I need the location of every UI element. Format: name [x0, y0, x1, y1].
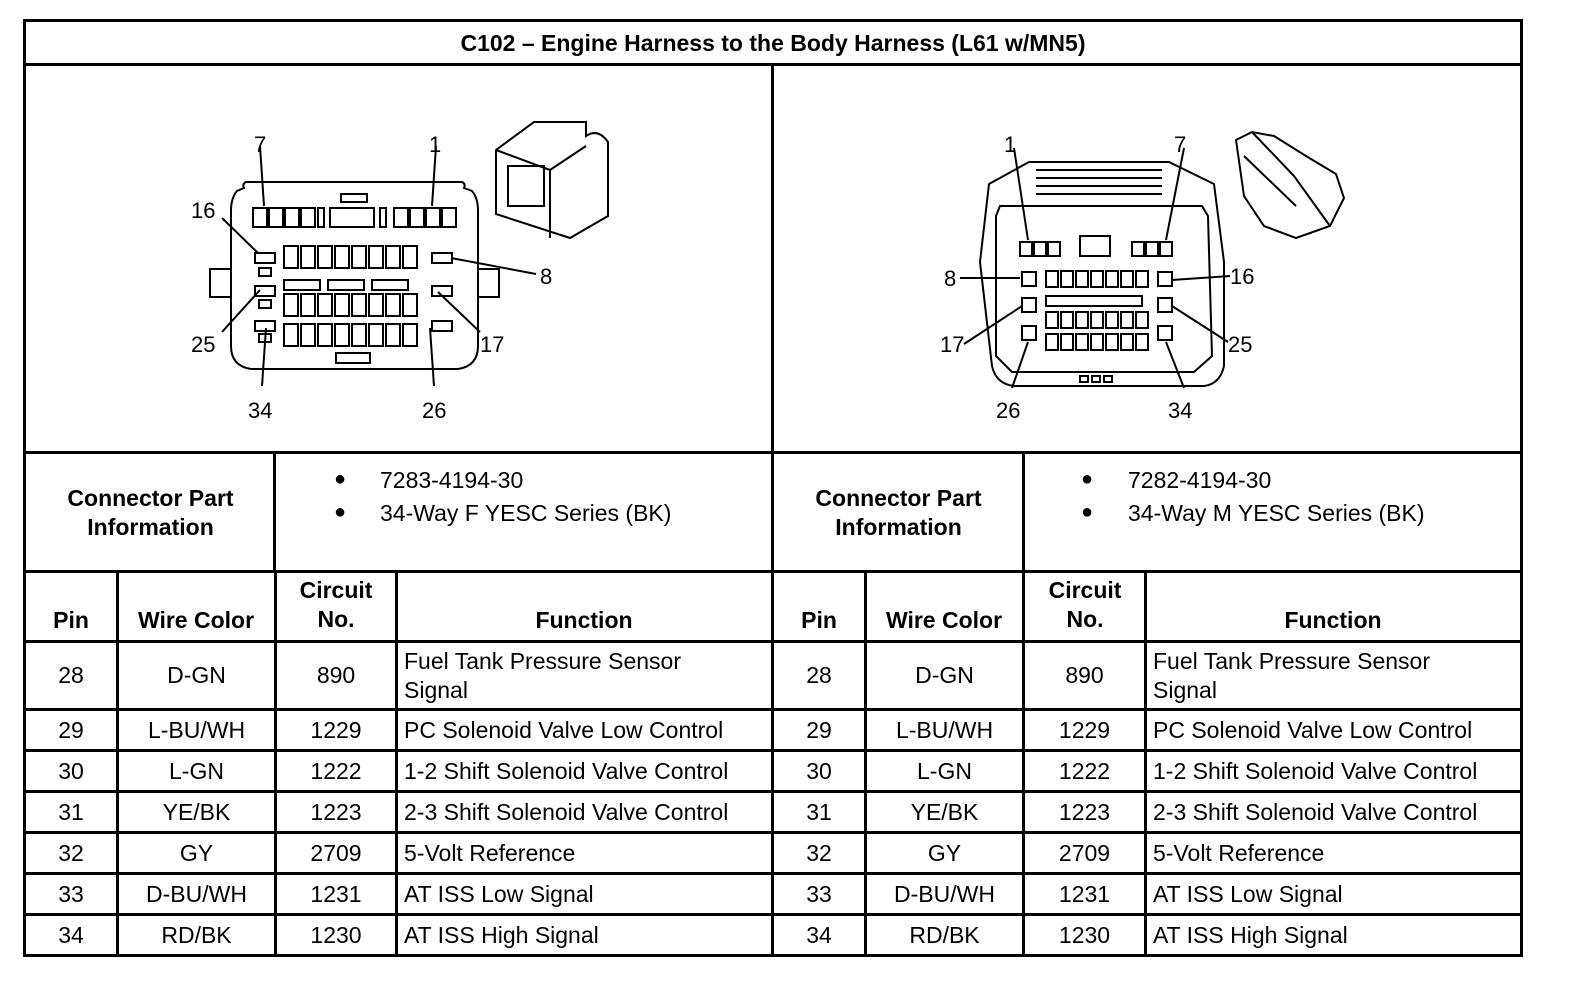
function-cell: PC Solenoid Valve Low Control	[1153, 716, 1473, 743]
wire-color-cell: YE/BK	[910, 798, 979, 825]
right-connector-diagram	[774, 66, 1520, 452]
wire-color-cell: L-BU/WH	[895, 716, 994, 743]
wire-color-cell: YE/BK	[162, 798, 231, 825]
connector-info-label: Connector Part Information	[67, 484, 234, 540]
column-header-function: Function	[1284, 606, 1382, 633]
function-cell: Fuel Tank Pressure Sensor Signal	[1153, 647, 1430, 703]
wire-color-cell: D-BU/WH	[894, 880, 995, 907]
column-header-function: Function	[535, 606, 633, 633]
circuit-cell: 1231	[1058, 880, 1111, 907]
function-cell: 1-2 Shift Solenoid Valve Control	[404, 757, 729, 784]
function-cell: PC Solenoid Valve Low Control	[404, 716, 724, 743]
function-cell: 2-3 Shift Solenoid Valve Control	[1153, 798, 1478, 825]
left-connector-diagram	[26, 66, 771, 452]
pin-label: 1	[429, 132, 442, 157]
circuit-cell: 1229	[1058, 716, 1111, 743]
column-header-wire-color: Wire Color	[885, 606, 1003, 633]
pin-label: 17	[940, 332, 965, 357]
pin-cell: 31	[806, 798, 832, 825]
bullet: ●	[334, 468, 347, 490]
pin-cell: 30	[58, 757, 84, 784]
pin-label: 8	[944, 266, 957, 291]
bullet: ●	[334, 501, 347, 523]
pin-cell: 30	[806, 757, 832, 784]
pin-label: 25	[191, 332, 216, 357]
pin-cell: 32	[58, 839, 84, 866]
circuit-cell: 2709	[310, 839, 362, 866]
column-header-wire-color: Wire Color	[137, 606, 255, 633]
part-number: 7283-4194-30	[380, 467, 524, 493]
pin-label: 34	[1168, 398, 1193, 423]
wire-color-cell: GY	[927, 839, 962, 866]
pin-cell: 28	[58, 662, 84, 688]
function-cell: 2-3 Shift Solenoid Valve Control	[404, 798, 729, 825]
circuit-cell: 890	[316, 662, 356, 688]
wire-color-cell: L-GN	[169, 757, 224, 784]
column-header-circuit-no: No.	[317, 605, 355, 632]
function-cell: 1-2 Shift Solenoid Valve Control	[1153, 757, 1478, 784]
wire-color-cell: RD/BK	[161, 921, 232, 948]
connector-description: 34-Way F YESC Series (BK)	[380, 500, 672, 526]
pin-label: 16	[1230, 264, 1255, 289]
connector-description: 34-Way M YESC Series (BK)	[1128, 500, 1425, 526]
circuit-cell: 1222	[310, 757, 362, 784]
function-cell: Fuel Tank Pressure Sensor Signal	[404, 647, 681, 703]
pin-label: 1	[1004, 132, 1017, 157]
circuit-cell: 2709	[1058, 839, 1111, 866]
wire-color-cell: RD/BK	[909, 921, 980, 948]
pin-label: 17	[480, 332, 505, 357]
pin-label: 34	[248, 398, 273, 423]
column-header-pin: Pin	[801, 606, 837, 633]
pin-cell: 33	[58, 880, 84, 907]
pin-cell: 29	[806, 716, 832, 743]
function-cell: AT ISS High Signal	[1153, 921, 1348, 948]
function-cell: AT ISS High Signal	[404, 921, 599, 948]
pin-label: 26	[996, 398, 1021, 423]
pin-label: 16	[191, 198, 216, 223]
circuit-cell: 1222	[1058, 757, 1111, 784]
function-cell: AT ISS Low Signal	[1153, 880, 1343, 907]
wire-color-cell: GY	[179, 839, 214, 866]
column-header-circuit: Circuit	[1048, 576, 1122, 603]
bullet: ●	[1081, 468, 1094, 490]
page-title: C102 – Engine Harness to the Body Harness (L61 w/MN5)	[460, 29, 1086, 56]
divider	[1022, 454, 1025, 571]
circuit-cell: 890	[1065, 662, 1104, 688]
part-number: 7282-4194-30	[1128, 467, 1272, 493]
function-cell: 5-Volt Reference	[1153, 839, 1325, 866]
column-header-pin: Pin	[53, 606, 89, 633]
wire-color-cell: L-BU/WH	[147, 716, 246, 743]
bullet: ●	[1081, 501, 1094, 523]
wire-color-cell: D-GN	[915, 662, 974, 688]
divider	[273, 454, 276, 571]
pin-label: 25	[1228, 332, 1253, 357]
function-cell: AT ISS Low Signal	[404, 880, 594, 907]
circuit-cell: 1230	[1058, 921, 1111, 948]
pin-label: 8	[540, 264, 553, 289]
circuit-cell: 1229	[310, 716, 362, 743]
pin-cell: 33	[806, 880, 832, 907]
pin-cell: 28	[806, 662, 832, 688]
wire-color-cell: D-BU/WH	[146, 880, 247, 907]
circuit-cell: 1230	[310, 921, 362, 948]
pin-label: 26	[422, 398, 447, 423]
column-header-circuit-no: No.	[1066, 605, 1104, 632]
circuit-cell: 1231	[310, 880, 362, 907]
connector-info-label: Connector Part Information	[815, 484, 982, 540]
pin-label: 7	[1174, 132, 1187, 157]
function-cell: 5-Volt Reference	[404, 839, 576, 866]
wire-color-cell: D-GN	[167, 662, 226, 688]
pin-cell: 34	[58, 921, 84, 948]
pin-cell: 29	[58, 716, 84, 743]
circuit-cell: 1223	[1058, 798, 1111, 825]
column-header-circuit: Circuit	[299, 576, 373, 603]
divider	[26, 570, 1520, 573]
pin-cell: 32	[806, 839, 832, 866]
pin-cell: 31	[58, 798, 84, 825]
pin-label: 7	[254, 132, 267, 157]
pin-cell: 34	[806, 921, 832, 948]
wire-color-cell: L-GN	[917, 757, 972, 784]
circuit-cell: 1223	[310, 798, 362, 825]
